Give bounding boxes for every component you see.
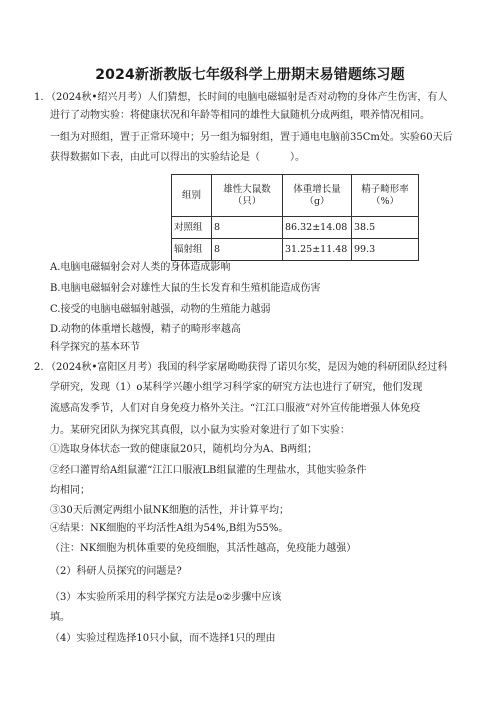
table-cell: 8 — [212, 217, 283, 239]
q2-line-2: 学研究，发现（1）o某科学兴趣小组学习科学家的研究方法也进行了研究，他们发现 — [50, 382, 423, 393]
q2-step-4: ④结果：NK细胞的平均活性A组为54%,B组为55%。 — [50, 523, 289, 534]
document-title: 2024新浙教版七年级科学上册期末易错题练习题 — [95, 67, 405, 83]
q1-line-2: 进行了动物实验：将健康状况和年龄等相同的雄性大鼠随机分成两组，喂养情况相同。 — [50, 110, 430, 121]
q2-step-2-cont: 均相同； — [50, 485, 90, 496]
table-header-cell: 体重增长量（g） — [283, 175, 352, 217]
q2-sub-2: （2）科研人员探究的问题是? — [50, 566, 182, 577]
q2-line-3: 流感高发季节，人们对自身免疫力格外关注。“江江口服液”对外宣传能增强人体免疫 — [50, 403, 421, 414]
table-header-cell: 雄性大鼠数（只） — [212, 175, 283, 217]
q1-option-b: B.电脑电磁辐射会对雄性大鼠的生长发育和生殖机能造成伤害 — [50, 283, 321, 294]
q2-sub-4: （4）实验过程选择10只小鼠，而不选择1只的理由 — [50, 633, 276, 644]
table-cell: 99.3 — [352, 239, 419, 261]
table-row — [172, 217, 419, 239]
q1-number: 1. — [34, 92, 44, 103]
q2-note: （注：NK细胞为机体重要的免疫细胞，其活性越高，免疫能力越强） — [50, 543, 357, 554]
table-row — [172, 239, 419, 261]
q2-sub-3-cont: 填。 — [50, 612, 70, 623]
q2-line-1 — [34, 361, 447, 375]
q2-sub-3: （3）本实验所采用的科学探究方法是o②步骤中应该 — [50, 592, 282, 603]
table-cell: 8 — [212, 239, 283, 261]
q1-line-1 — [34, 91, 447, 105]
q2-step-1: ①选取身体状态一致的健康鼠20只，随机均分为A、B两组； — [50, 444, 318, 455]
table-cell: 38.5 — [352, 217, 419, 239]
table-cell: 辐射组 — [172, 239, 212, 261]
q1-data-table — [171, 174, 419, 261]
q2-step-2: ②经口灌胃给A组鼠灌“江江口服液LB组鼠灌的生理盐水，其他实验条件 — [50, 465, 367, 476]
table-cell: 31.25±11.48 — [283, 239, 352, 261]
q1-text-1: （2024秋•绍兴月考）人们猜想，长时间的电脑电磁辐射是否对动物的身体产生伤害，有人 — [46, 92, 448, 103]
table-cell: 对照组 — [172, 217, 212, 239]
q1-option-d: D.动物的体重增长越慢，精子的畸形率越高 — [50, 324, 241, 335]
table-header-row — [172, 175, 419, 217]
q1-topic: 科学探究的基本环节 — [50, 342, 140, 353]
q1-option-c: C.接受的电脑电磁辐射越强，动物的生殖能力越弱 — [50, 304, 271, 315]
table-cell: 86.32±14.08 — [283, 217, 352, 239]
q2-text-1: （2024秋•富阳区月考）我国的科学家屠呦呦获得了诺贝尔奖，是因为她的科研团队经过科 — [46, 362, 448, 373]
q2-step-3: ③30天后测定两组小鼠NK细胞的活性，并计算平均； — [50, 505, 289, 516]
q2-line-4: 力。某研究团队为探究其真假，以小鼠为实验对象进行了如下实验： — [50, 425, 350, 436]
q1-line-3: 一组为对照组，置于正常环境中；另一组为辐射组，置于通电电脑前35Cm处。实验60天后 — [50, 132, 453, 143]
q1-line-4: 获得数据如下表，由此可以得出的实验结论是（ ）。 — [50, 152, 305, 163]
q2-number: 2. — [34, 362, 44, 373]
q1-option-a: A.电脑电磁辐射会对人类的身体造成影响 — [50, 262, 231, 273]
table-header-cell: 组别 — [172, 175, 212, 217]
table-header-cell: 精子畸形率（%） — [352, 175, 419, 217]
